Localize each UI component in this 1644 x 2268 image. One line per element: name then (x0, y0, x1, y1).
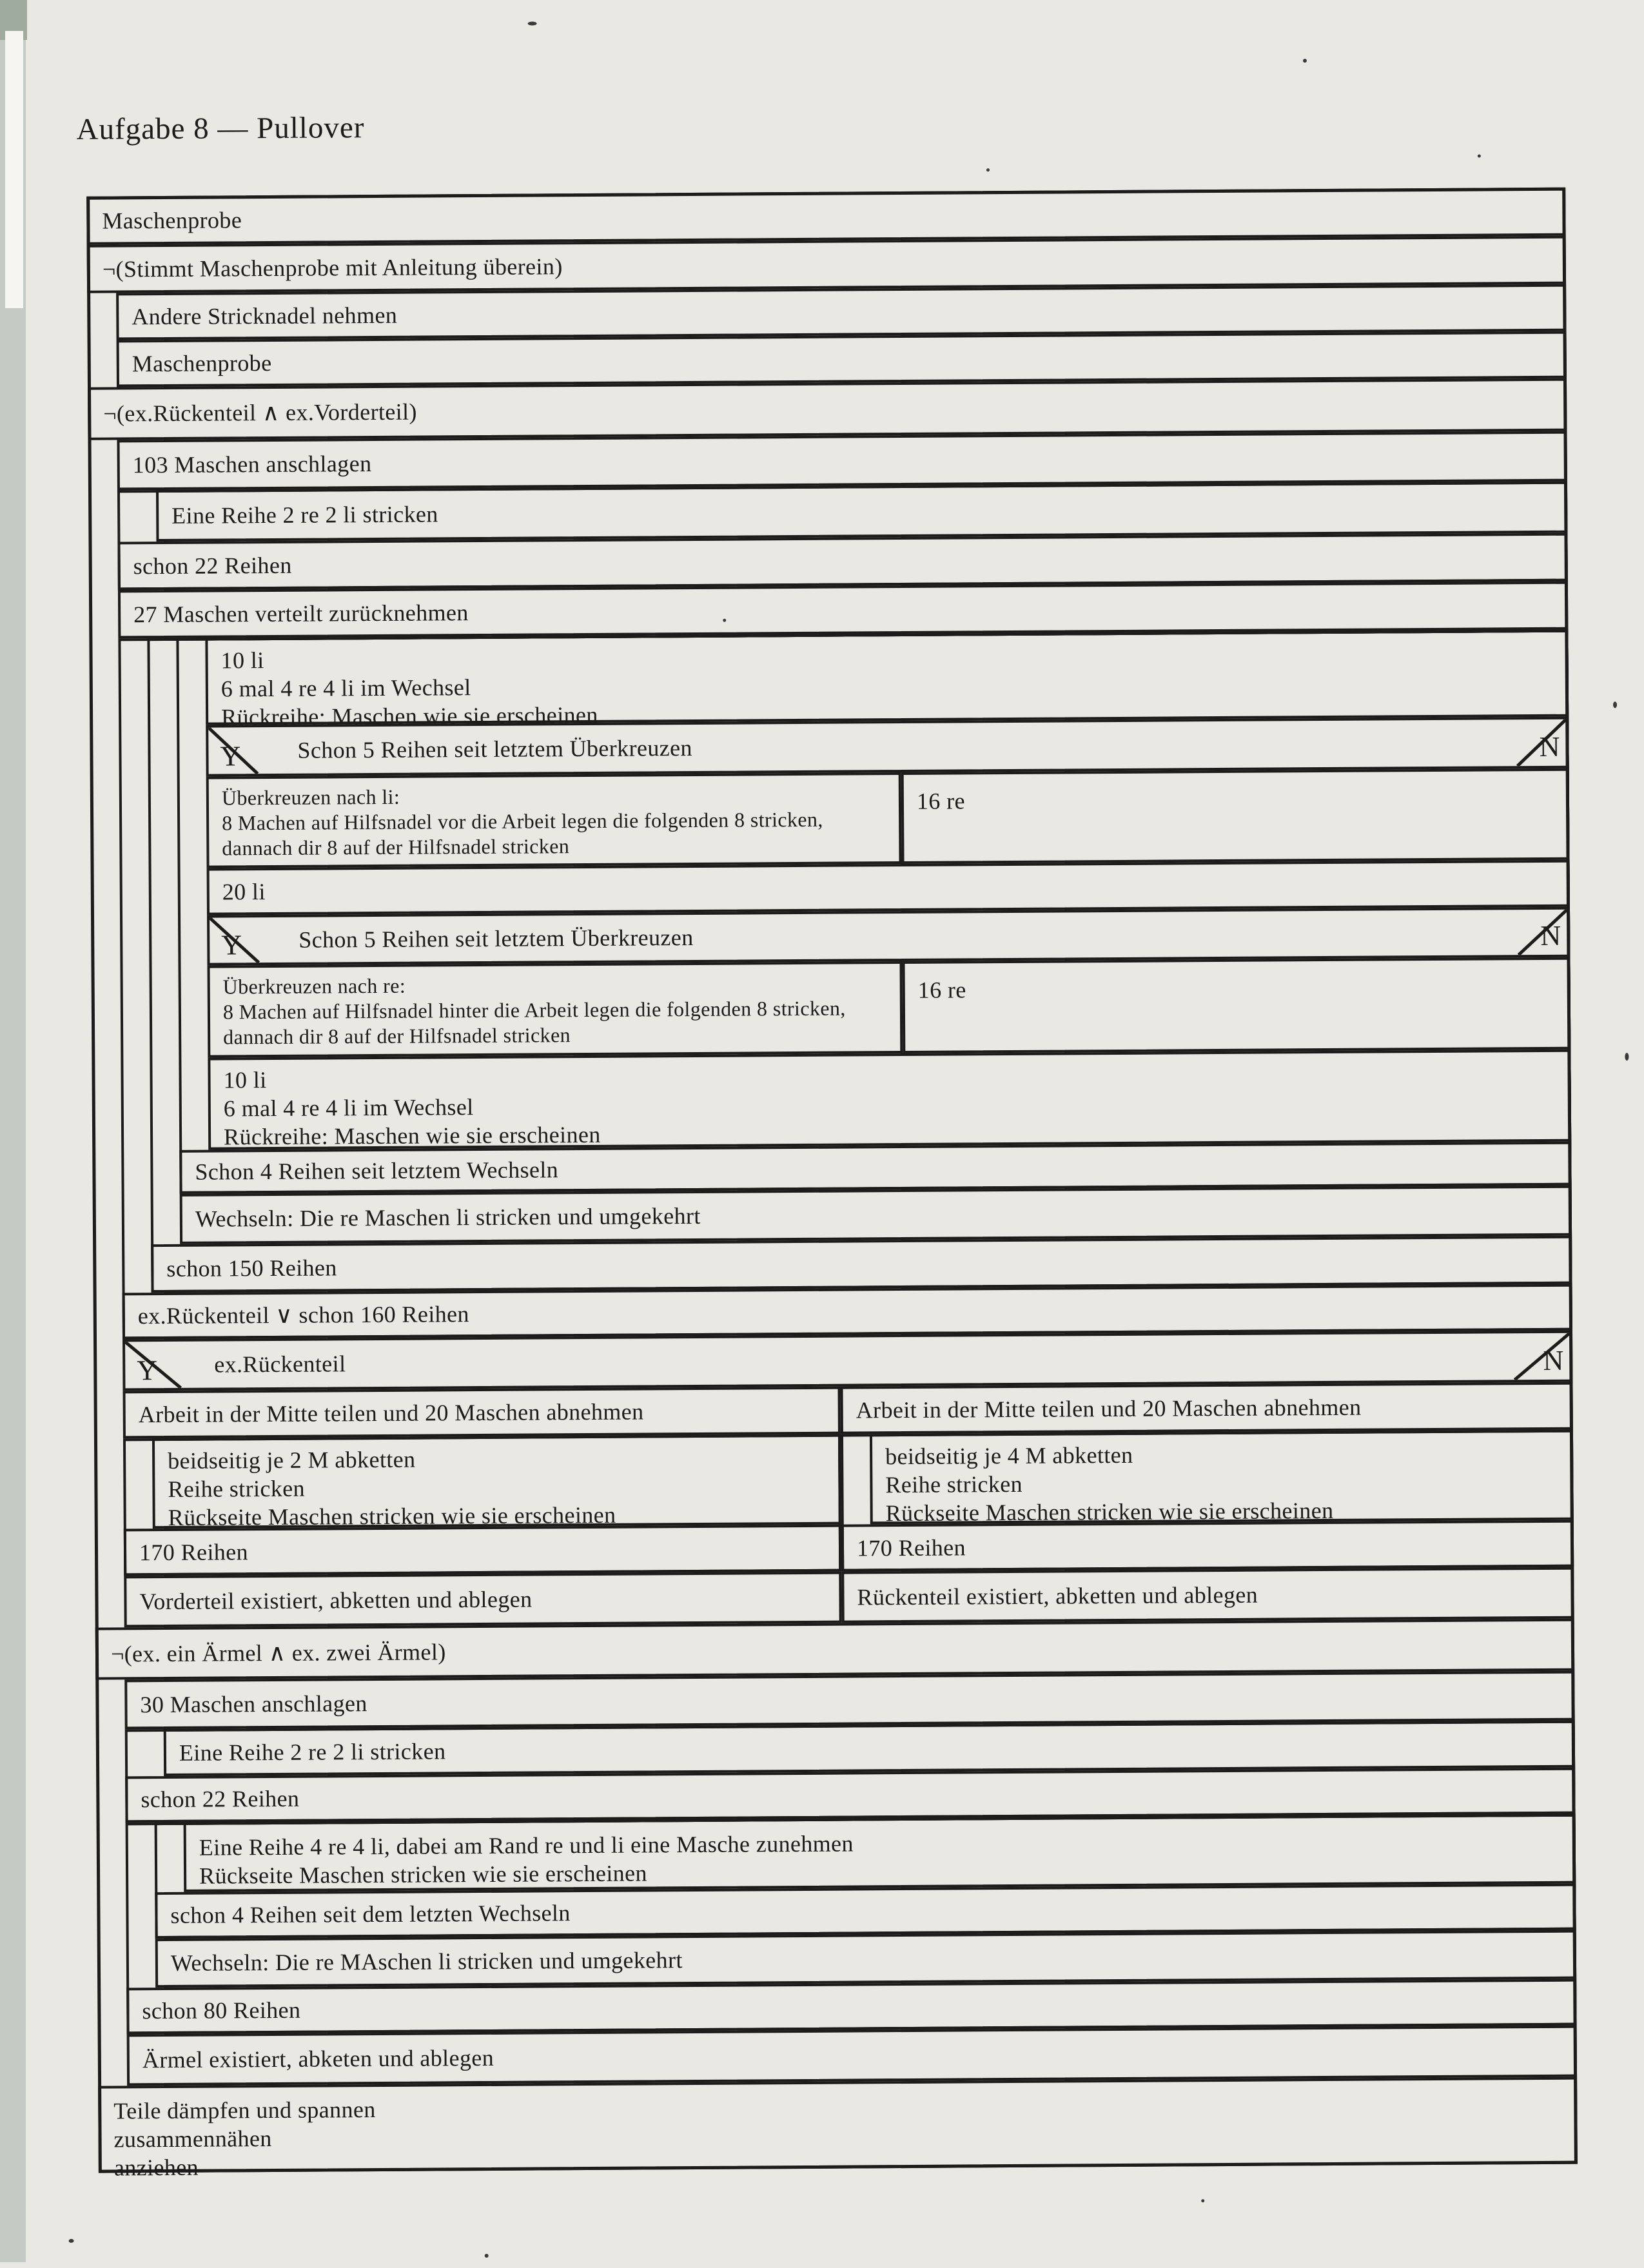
page-title: Aufgabe 8 — Pullover (76, 111, 365, 146)
step-cable-right: Überkreuzen nach re: 8 Machen auf Hilfsnadel hinter die Arbeit legen die folgenden 8 stricken, dannach dir 8 auf der Hilfsnadel stricken (207, 961, 903, 1058)
decision-condition: Schon 5 Reihen seit letztem Überkreuzen (298, 924, 694, 953)
step-sleeve-finished: Ärmel existiert, abketen und ablegen (127, 2026, 1577, 2086)
decision-condition: Schon 5 Reihen seit letztem Überkreuzen (297, 735, 692, 763)
step-front-finished: Vorderteil existiert, abketten und ablegen (124, 1572, 841, 1628)
dust-speck (528, 21, 537, 25)
loop-gauge-condition: ¬(Stimmt Maschenprobe mit Anleitung überein) (87, 236, 1566, 293)
no-label: N (1543, 1344, 1564, 1376)
loop-sleeve-rib-until: schon 22 Reihen (125, 1768, 1575, 1823)
dust-speck (69, 2239, 74, 2243)
dust-speck (1613, 701, 1617, 708)
step-cable-left-else: 16 re (901, 768, 1570, 864)
step-divide-front: Arbeit in der Mitte teilen und 20 Maschen abnehmen (123, 1387, 841, 1439)
step-cast-on-103: 103 Maschen anschlagen (117, 431, 1567, 491)
step-change-needles: Andere Stricknadel nehmen (116, 284, 1566, 340)
loop-sleeve-rib-body: Eine Reihe 2 re 2 li stricken (164, 1721, 1575, 1776)
decision-back-part (122, 1331, 1572, 1391)
dust-speck (1201, 2199, 1204, 2202)
loop-170-back-until: 170 Reihen (841, 1520, 1574, 1572)
step-cast-on-30: 30 Maschen anschlagen (124, 1671, 1574, 1730)
step-pattern-block-top: 10 li 6 mal 4 re 4 li im Wechsel Rückreihe: Maschen wie sie erscheinen (205, 630, 1569, 725)
loop-170-back-body: beidseitig je 4 M abketten Reihe stricken Rückseite Maschen stricken wie sie erscheinen (870, 1430, 1574, 1525)
decision-cable-left (206, 717, 1569, 777)
dust-speck (1625, 1053, 1629, 1061)
yes-label: Y (221, 929, 242, 961)
loop-until-80: schon 80 Reihen (126, 1979, 1576, 2035)
step-switch-knit-purl: Wechseln: Die re Maschen li stricken und umgekehrt (180, 1186, 1572, 1244)
yes-label: Y (220, 740, 241, 772)
step-cable-right-else: 16 re (902, 957, 1571, 1053)
loop-until-160: ex.Rückenteil ∨ schon 160 Reihen (122, 1284, 1572, 1340)
loop-170-front-until: 170 Reihen (124, 1525, 841, 1576)
dust-speck (1303, 59, 1307, 63)
step-finishing: Teile dämpfen und spannen zusammennähen anziehen (98, 2077, 1578, 2173)
step-gauge-again: Maschenprobe (117, 331, 1567, 387)
loop-until-150: schon 150 Reihen (151, 1236, 1572, 1293)
step-decrease-27: 27 Maschen verteilt zurücknehmen (118, 582, 1568, 639)
no-label: N (1540, 919, 1561, 952)
loop-sleeve-until-switch: schon 4 Reihen seit dem letzten Wechseln (155, 1884, 1576, 1939)
step-divide-back: Arbeit in der Mitte teilen und 20 Maschen abnehmen (840, 1382, 1572, 1434)
step-gauge: Maschenprobe (86, 188, 1565, 245)
loop-170-front-body: beidseitig je 2 M abketten Reihe stricken Rückseite Maschen stricken wie sie erscheinen (152, 1434, 841, 1529)
dust-speck (485, 2254, 489, 2258)
dust-speck (723, 619, 726, 622)
loop-rib-body: Eine Reihe 2 re 2 li stricken (156, 482, 1567, 542)
step-back-finished: Rückenteil existiert, abketten und ablegen (841, 1567, 1574, 1623)
loop-rib-until: schon 22 Reihen (117, 533, 1567, 591)
loop-parts-condition: ¬(ex.Rückenteil ∧ ex.Vorderteil) (88, 378, 1567, 440)
loop-sleeves-condition: ¬(ex. ein Ärmel ∧ ex. zwei Ärmel) (95, 1619, 1574, 1680)
decision-condition: ex.Rückenteil (214, 1351, 346, 1378)
yes-label: Y (137, 1354, 158, 1387)
loop-until-switch: Schon 4 Reihen seit letztem Wechseln (179, 1142, 1571, 1194)
step-purl-20: 20 li (207, 860, 1570, 915)
decision-cable-right (207, 907, 1570, 966)
step-cable-left: Überkreuzen nach li: 8 Machen auf Hilfsnadel vor die Arbeit legen die folgenden 8 stricken, dannach dir 8 auf der Hilfsnadel stricken (206, 772, 902, 868)
step-sleeve-pattern: Eine Reihe 4 re 4 li, dabei am Rand re und li eine Masche zunehmen Rückseite Maschen stricken wie sie erscheinen (184, 1814, 1576, 1892)
step-pattern-block-bottom: 10 li 6 mal 4 re 4 li im Wechsel Rückreihe: Maschen wie sie erscheinen (208, 1050, 1571, 1150)
no-label: N (1539, 730, 1560, 763)
step-sleeve-switch: Wechseln: Die re MAschen li stricken und umgekehrt (155, 1930, 1576, 1988)
dust-speck (1478, 155, 1481, 158)
dust-speck (986, 168, 990, 171)
